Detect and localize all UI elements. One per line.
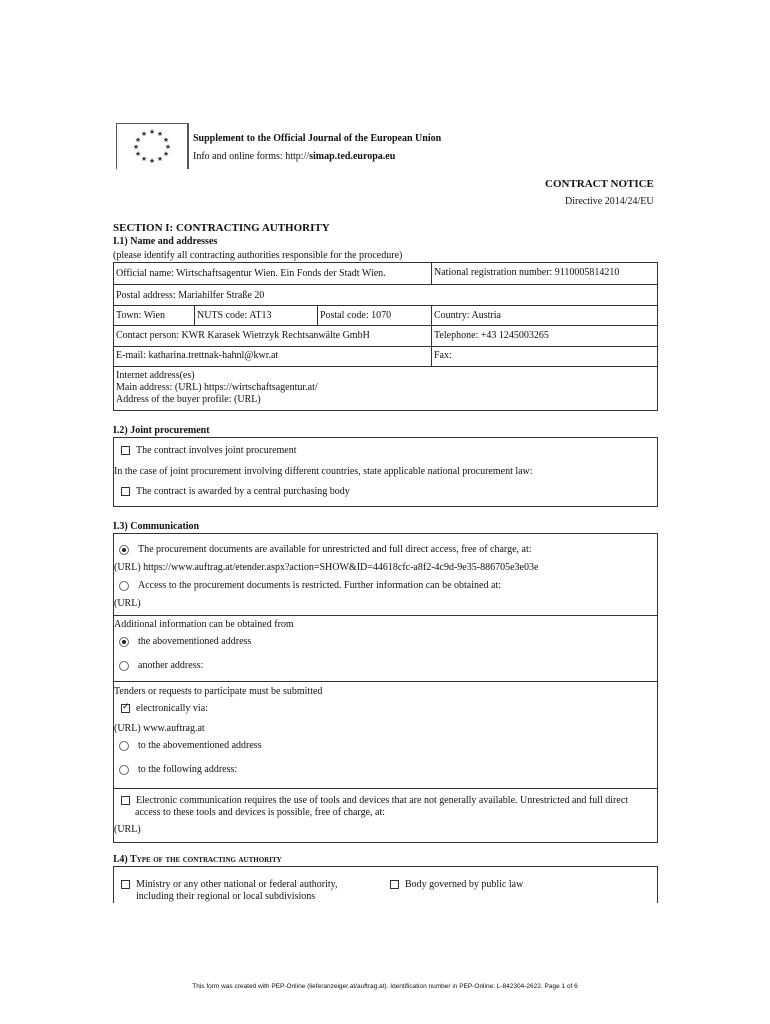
- docs-unrestricted-option[interactable]: The procurement documents are available for unrestricted and full direct access, free of charge, at:: [119, 544, 532, 556]
- docs-restricted-option[interactable]: Access to the procurement documents is restricted. Further information can be obtained at:: [119, 580, 501, 592]
- svg-text:★: ★: [132, 143, 140, 151]
- email: E-mail: katharina.trettnak-hahnl@kwr.at: [116, 350, 279, 361]
- electronic-url[interactable]: (URL) www.auftrag.at: [114, 723, 205, 734]
- contact-person: Contact person: KWR Karasek Wietrzyk Rechtsanwälte GmbH: [116, 330, 370, 341]
- national-registration: National registration number: 9110005814210: [434, 267, 620, 278]
- info-url-link[interactable]: simap.ted.europa.eu: [309, 151, 396, 162]
- ministry-option-line-2: including their regional or local subdivisions: [136, 891, 316, 902]
- fax: Fax:: [434, 350, 452, 361]
- to-above-address-option[interactable]: to the abovementioned address: [119, 740, 262, 752]
- internet-title: Internet address(es): [116, 370, 195, 381]
- eu-stars-icon: [117, 124, 187, 169]
- svg-text:★: ★: [156, 155, 164, 163]
- central-purchasing-option[interactable]: The contract is awarded by a central purchasing body: [121, 486, 350, 498]
- directive-label: Directive 2014/24/EU: [565, 196, 654, 207]
- telephone: Telephone: +43 1245003265: [434, 330, 549, 341]
- radio-icon[interactable]: [119, 741, 129, 751]
- checkbox-icon[interactable]: [121, 880, 130, 889]
- svg-text:★: ★: [164, 143, 172, 151]
- restricted-url: (URL): [114, 598, 141, 609]
- postal-address: Postal address: Mariahilfer Straße 20: [116, 290, 265, 301]
- postal-code: Postal code: 1070: [320, 310, 392, 321]
- town: Town: Wien: [116, 310, 165, 321]
- notice-type-heading: CONTRACT NOTICE: [545, 178, 654, 190]
- i1-note: (please identify all contracting authorities responsible for the procedure): [113, 250, 403, 261]
- svg-text:★: ★: [148, 128, 156, 136]
- svg-text:★: ★: [148, 157, 156, 165]
- ministry-option[interactable]: Ministry or any other national or federal authority,: [121, 879, 338, 891]
- to-following-address-option[interactable]: to the following address:: [119, 764, 237, 776]
- communication-box: [113, 533, 658, 843]
- buyer-profile: Address of the buyer profile: (URL): [116, 394, 261, 405]
- electronically-option[interactable]: ✓electronically via:: [121, 703, 208, 715]
- svg-text:★: ★: [140, 130, 148, 138]
- public-law-body-option[interactable]: Body governed by public law: [390, 879, 523, 891]
- svg-text:★: ★: [156, 130, 164, 138]
- tools-option[interactable]: Electronic communication requires the use of tools and devices that are not generally available. Unrestricted and full direct: [121, 795, 628, 807]
- radio-icon[interactable]: [119, 581, 129, 591]
- radio-icon[interactable]: [119, 765, 129, 775]
- info-line: [193, 151, 395, 162]
- eu-flag-logo: [116, 123, 189, 169]
- tenders-submitted-text: Tenders or requests to participate must be submitted: [114, 686, 323, 697]
- checkbox-icon[interactable]: [121, 796, 130, 805]
- addresses-table: [113, 262, 658, 411]
- above-address-option[interactable]: the abovementioned address: [119, 636, 251, 648]
- tools-url: (URL): [114, 824, 141, 835]
- joint-option[interactable]: The contract involves joint procurement: [121, 445, 297, 457]
- info-prefix: Info and online forms: http://: [193, 151, 310, 162]
- radio-selected-icon[interactable]: [119, 545, 129, 555]
- joint-procurement-box: [113, 437, 658, 507]
- main-address: Main address: (URL) https://wirtschaftsagentur.at/: [116, 382, 318, 393]
- joint-procurement-title: I.2) Joint procurement: [113, 425, 210, 436]
- applicable-law-text: In the case of joint procurement involving different countries, state applicable national procurement law:: [114, 466, 533, 477]
- svg-text:★: ★: [162, 150, 170, 158]
- docs-url[interactable]: (URL) https://www.auftrag.at/etender.aspx?action=SHOW&ID=44618cfc-a8f2-4c9d-9e35-886705e3e03e: [114, 562, 539, 573]
- svg-text:★: ★: [162, 136, 170, 144]
- communication-title: I.3) Communication: [113, 521, 200, 532]
- checkbox-icon[interactable]: [121, 487, 130, 496]
- radio-icon[interactable]: [119, 661, 129, 671]
- authority-type-title: I.4) Type of the contracting authority: [113, 854, 282, 865]
- journal-title: Supplement to the Official Journal of the European Union: [193, 133, 442, 144]
- section-title: SECTION I: CONTRACTING AUTHORITY: [113, 222, 330, 234]
- country: Country: Austria: [434, 310, 501, 321]
- authority-type-box: [113, 866, 658, 903]
- checkbox-icon[interactable]: [121, 446, 130, 455]
- svg-text:★: ★: [134, 150, 142, 158]
- checkbox-checked-icon[interactable]: [121, 704, 130, 713]
- page-footer: This form was created with PEP-Online (lieferanzeiger.at/auftrag.at). Identification number in PEP-Online: L-842304-2622. Page 1 of 6: [192, 983, 578, 990]
- another-address-option[interactable]: another address:: [119, 660, 203, 672]
- svg-text:★: ★: [134, 136, 142, 144]
- i1-title: I.1) Name and addresses: [113, 236, 218, 247]
- checkbox-icon[interactable]: [390, 880, 399, 889]
- tools-line-2: access to these tools and devices is possible, free of charge, at:: [135, 807, 386, 818]
- radio-selected-icon[interactable]: [119, 637, 129, 647]
- nuts-code: NUTS code: AT13: [197, 310, 272, 321]
- official-name: Official name: Wirtschaftsagentur Wien. Ein Fonds der Stadt Wien.: [116, 268, 386, 279]
- svg-text:★: ★: [140, 155, 148, 163]
- additional-info-text: Additional information can be obtained from: [114, 619, 294, 630]
